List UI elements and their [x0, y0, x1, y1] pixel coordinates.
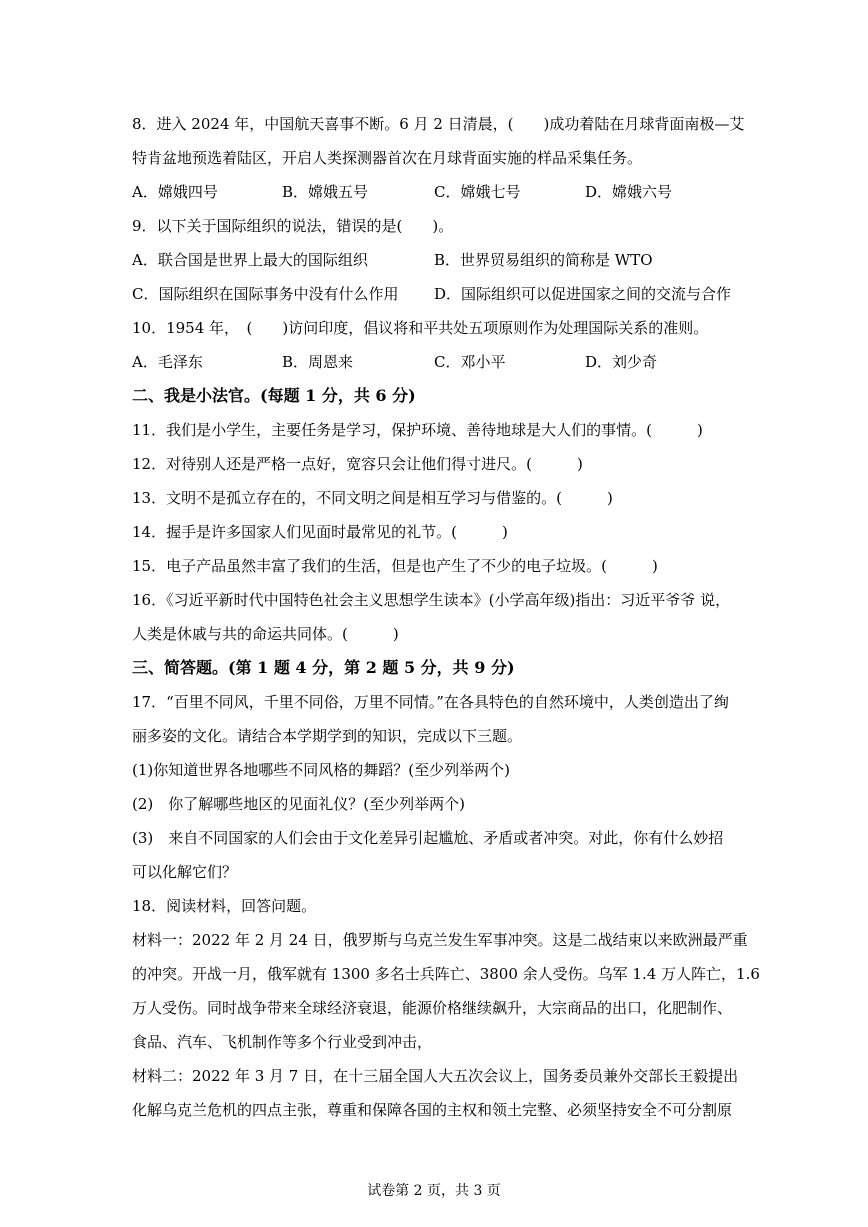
question-17-sub-1: (1)你知道世界各地哪些不同风格的舞蹈？(至少列举两个): [132, 761, 510, 779]
question-16-text: 16．《习近平新时代中国特色社会主义思想学生读本》(小学高年级)指出：习近平爷爷 说，: [132, 591, 731, 609]
material-1-line: 食品、汽车、飞机制作等多个行业受到冲击，: [132, 1033, 433, 1051]
question-14-text: 14．握手是许多国家人们见面时最常见的礼节。( ): [132, 523, 508, 541]
q10-option-b: B．周恩来: [282, 353, 354, 371]
q9-option-c: C．国际组织在国际事务中没有什么作用: [132, 285, 399, 303]
material-1-line: 材料一：2022 年 2 月 24 日，俄罗斯与乌克兰发生军事冲突。这是二战结束以来欧洲最严重: [132, 931, 748, 949]
question-17-text-cont: 丽多姿的文化。请结合本学期学到的知识，完成以下三题。: [132, 727, 523, 745]
material-2-line: 化解乌克兰危机的四点主张，尊重和保障各国的主权和领土完整、必须坚持安全不可分割原: [132, 1101, 733, 1119]
question-15-text: 15．电子产品虽然丰富了我们的生活，但是也产生了不少的电子垃圾。( ): [132, 557, 658, 575]
question-10-text: 10．1954 年， ( )访问印度，倡议将和平共处五项原则作为处理国际关系的准则。: [132, 319, 709, 337]
q10-option-a: A．毛泽东: [132, 353, 203, 371]
q9-option-d: D．国际组织可以促进国家之间的交流与合作: [434, 285, 732, 303]
section-2-title: 二、我是小法官。(每题 1 分，共 6 分): [132, 386, 416, 405]
question-18-text: 18．阅读材料，回答问题。: [132, 897, 317, 915]
q10-option-c: C．邓小平: [434, 353, 506, 371]
q8-option-b: B．嫦娥五号: [282, 183, 369, 201]
question-8-text: 8．进入 2024 年，中国航天喜事不断。6 月 2 日清晨，( )成功着陆在月球背面南极—艾: [132, 115, 745, 133]
question-11-text: 11．我们是小学生，主要任务是学习，保护环境、善待地球是大人们的事情。( ): [132, 421, 703, 439]
question-8-text-cont: 特肯盆地预选着陆区，开启人类探测器首次在月球背面实施的样品采集任务。: [132, 149, 643, 167]
question-12-text: 12．对待别人还是严格一点好，宽容只会让他们得寸进尺。( ): [132, 455, 583, 473]
q8-option-a: A．嫦娥四号: [132, 183, 218, 201]
material-2-line: 材料二：2022 年 3 月 7 日，在十三届全国人大五次会议上，国务委员兼外交部长王毅提出: [132, 1067, 739, 1085]
question-16-text-cont: 人类是休戚与共的命运共同体。( ): [132, 625, 399, 643]
q8-option-d: D．嫦娥六号: [585, 183, 673, 201]
question-17-text: 17．“百里不同风，千里不同俗，万里不同情。”在各具特色的自然环境中，人类创造出了绚: [132, 693, 729, 711]
q10-option-d: D．刘少奇: [585, 353, 658, 371]
question-13-text: 13．文明不是孤立存在的，不同文明之间是相互学习与借鉴的。( ): [132, 489, 613, 507]
q9-option-a: A．联合国是世界上最大的国际组织: [132, 251, 368, 269]
question-17-sub-3-cont: 可以化解它们？: [132, 863, 238, 881]
q9-option-b: B．世界贸易组织的简称是 WTO: [434, 251, 653, 269]
material-1-line: 的冲突。开战一月，俄军就有 1300 多名士兵阵亡、3800 余人受伤。乌军 1.4 万人阵亡，1.6: [132, 965, 760, 983]
question-17-sub-3: (3) 来自不同国家的人们会由于文化差异引起尴尬、矛盾或者冲突。对此，你有什么妙招: [132, 829, 724, 847]
section-3-title: 三、简答题。(第 1 题 4 分，第 2 题 5 分，共 9 分): [132, 658, 515, 677]
page-footer: 试卷第 2 页，共 3 页: [367, 1183, 501, 1199]
q8-option-c: C．嫦娥七号: [434, 183, 521, 201]
material-1-line: 万人受伤。同时战争带来全球经济衰退，能源价格继续飙升，大宗商品的出口，化肥制作、: [132, 999, 733, 1017]
question-17-sub-2: (2) 你了解哪些地区的见面礼仪？(至少列举两个): [132, 795, 465, 813]
question-9-text: 9．以下关于国际组织的说法，错误的是( )。: [132, 217, 454, 235]
